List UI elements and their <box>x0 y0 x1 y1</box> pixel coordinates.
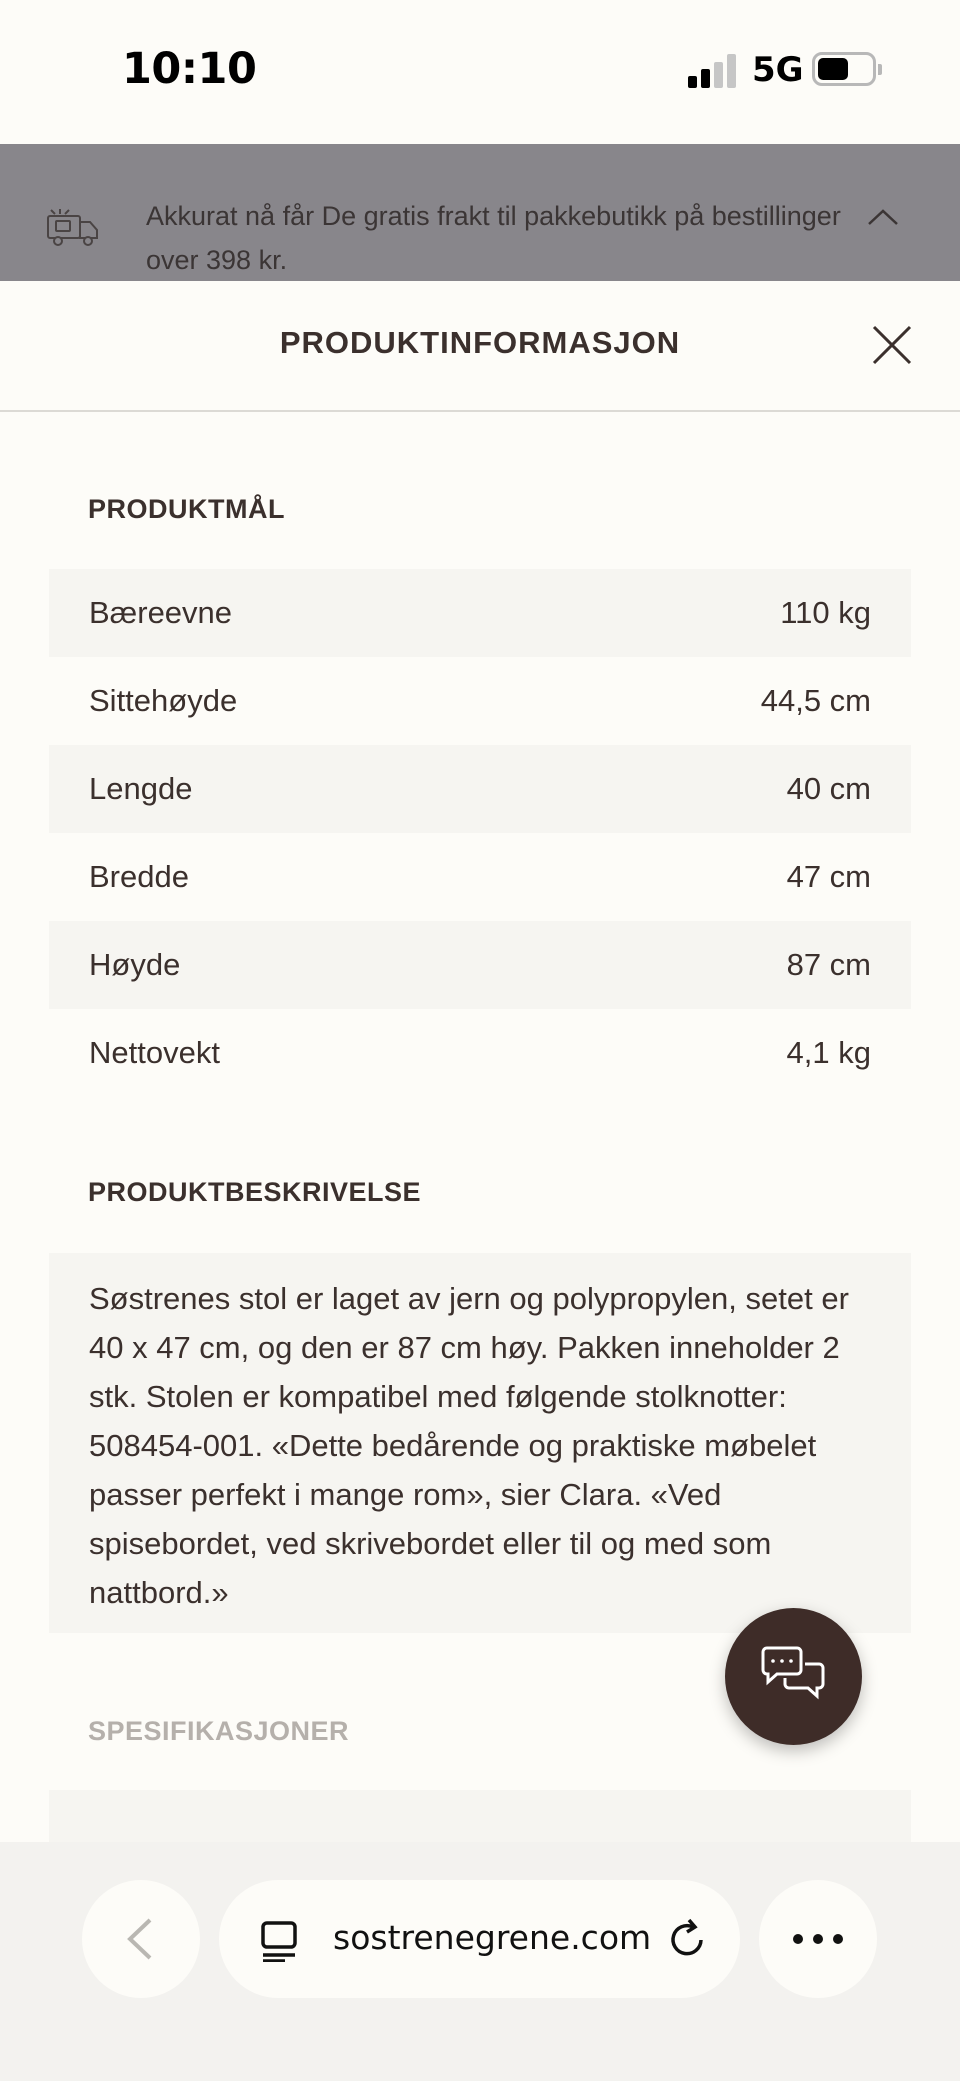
network-type: 5G <box>752 50 804 90</box>
dimension-row <box>49 657 911 745</box>
delivery-truck-icon <box>46 208 100 248</box>
browser-toolbar <box>0 1842 960 2081</box>
description-box <box>49 1253 911 1633</box>
close-icon[interactable] <box>870 323 914 367</box>
banner-text: Akkurat nå får De gratis frakt til pakkebutikk på bestillinger over 398 kr. <box>146 201 841 275</box>
battery-nub <box>878 64 882 75</box>
more-dots-icon <box>791 1932 845 1946</box>
more-button[interactable] <box>759 1880 877 1998</box>
description-text: Søstrenes stol er laget av jern og polypropylen, setet er 40 x 47 cm, og den er 87 cm høy. Pakken inneholder 2 stk. Stolen er kompatibel med følgende stolknotter: 508454-001. «Dette bedårende og praktiske møbelet passer perfekt i mange rom», sier Clara. «Ved spisebordet, ved skrivebordet eller til og med som nattbord.» <box>89 1281 849 1610</box>
dimension-row <box>49 921 911 1009</box>
dimension-value: 110 kg <box>780 595 871 630</box>
dimension-label: Nettovekt <box>89 1035 220 1070</box>
dimension-value: 87 cm <box>786 947 871 982</box>
battery-icon <box>812 52 876 86</box>
back-button[interactable] <box>82 1880 200 1998</box>
page-menu-icon <box>259 1920 299 1962</box>
dimensions-table <box>49 569 911 1097</box>
dimensions-heading: PRODUKTMÅL <box>88 494 285 524</box>
chat-button[interactable] <box>725 1608 862 1745</box>
dimension-label: Lengde <box>89 771 193 806</box>
specifications-heading[interactable]: SPESIFIKASJONER <box>88 1716 350 1746</box>
signal-strength-icon <box>688 54 738 88</box>
url-text: sostrenegrene.com <box>333 1918 652 1957</box>
dimension-label: Bredde <box>89 859 189 894</box>
description-heading: PRODUKTBESKRIVELSE <box>88 1177 422 1207</box>
dimension-row <box>49 833 911 921</box>
status-bar <box>0 0 960 144</box>
dimension-value: 40 cm <box>786 771 871 806</box>
dimension-value: 4,1 kg <box>786 1035 871 1070</box>
dimension-label: Bæreevne <box>89 595 233 630</box>
chevron-up-icon[interactable] <box>866 206 900 228</box>
address-bar[interactable] <box>219 1880 740 1998</box>
dimension-value: 47 cm <box>786 859 871 894</box>
status-time: 10:10 <box>122 44 257 94</box>
dimension-label: Høyde <box>89 947 181 982</box>
dimension-label: Sittehøyde <box>89 683 238 718</box>
chat-bubbles-icon <box>759 1646 829 1706</box>
specifications-row <box>49 1790 911 1850</box>
dimension-row <box>49 569 911 657</box>
dimension-value: 44,5 cm <box>760 683 871 718</box>
modal-title: PRODUKTINFORMASJON <box>279 325 681 360</box>
chevron-left-icon <box>122 1916 158 1962</box>
reload-icon[interactable] <box>665 1916 709 1962</box>
dimension-row <box>49 745 911 833</box>
modal-header <box>0 281 960 412</box>
dimension-row <box>49 1009 911 1097</box>
shipping-banner[interactable] <box>0 144 960 281</box>
